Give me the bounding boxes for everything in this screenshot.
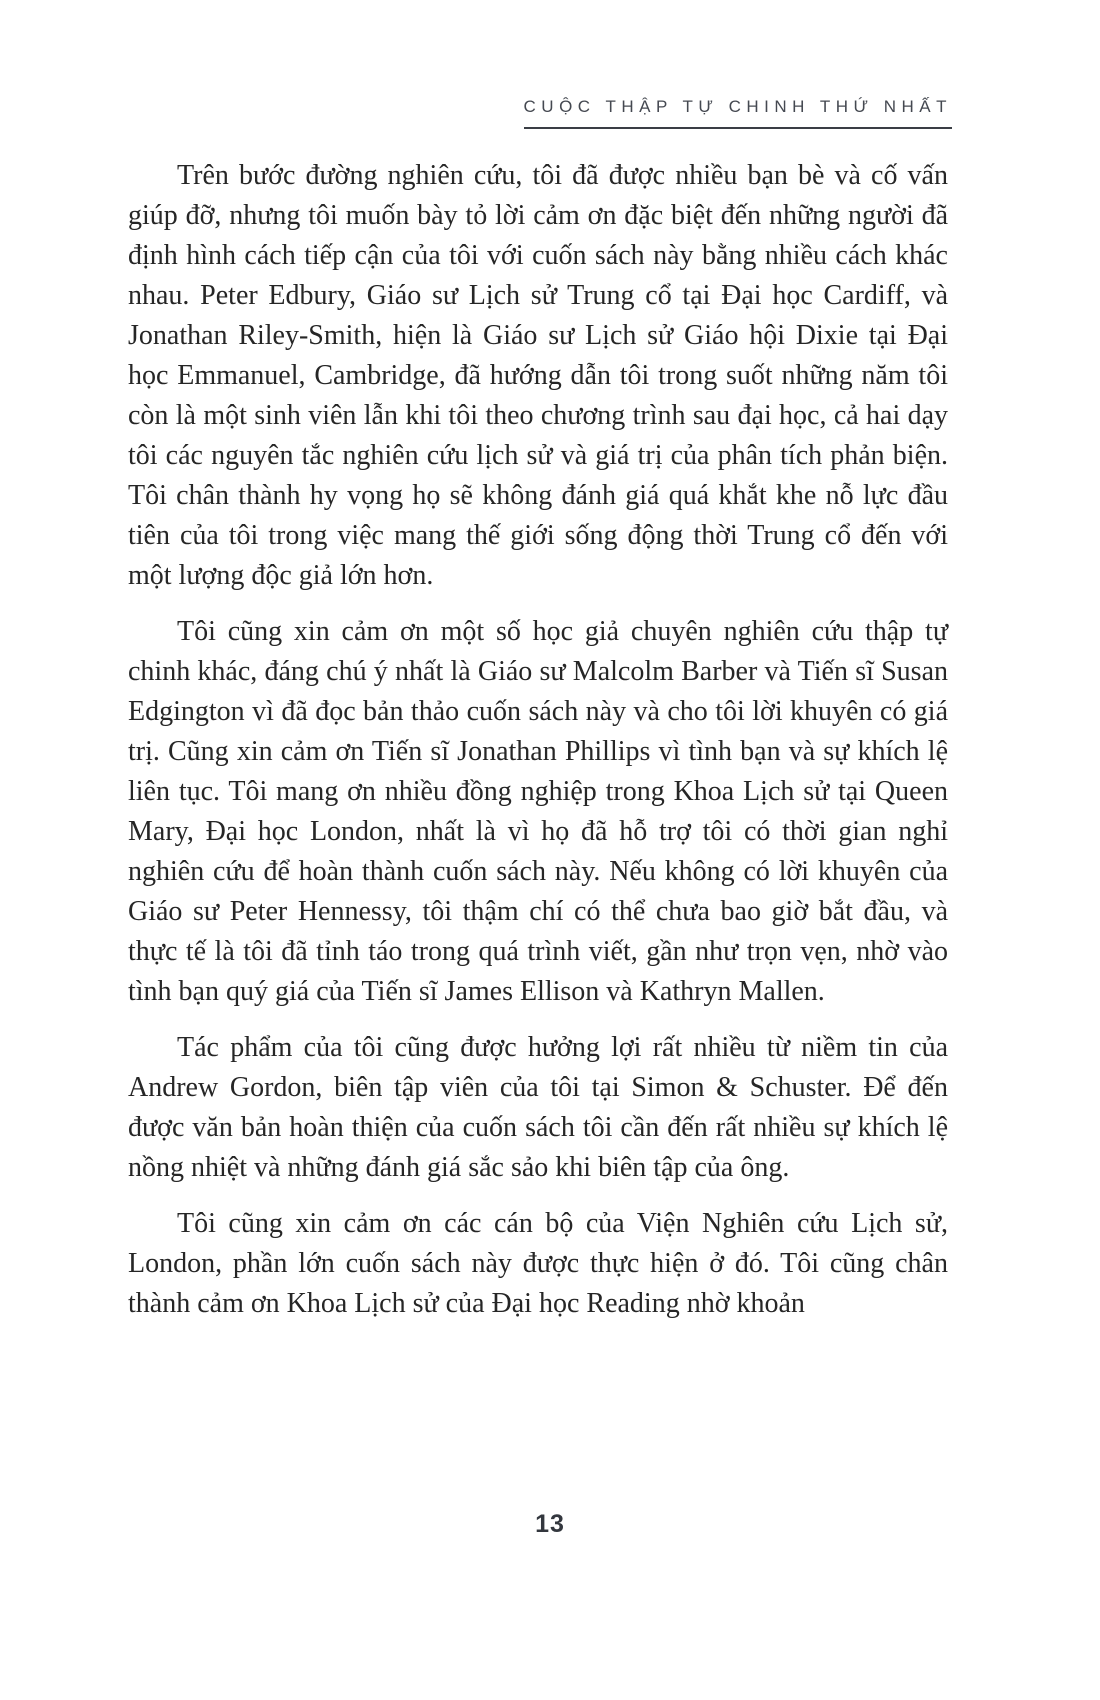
body-text-block bbox=[128, 156, 948, 1324]
body-paragraph-4: Tôi cũng xin cảm ơn các cán bộ của Viện Nghiên cứu Lịch sử, London, phần lớn cuốn sách này được thực hiện ở đó. Tôi cũng chân thành cảm ơn Khoa Lịch sử của Đại học Reading nhờ khoản bbox=[128, 1208, 948, 1319]
body-paragraph-3: Tác phẩm của tôi cũng được hưởng lợi rất nhiều từ niềm tin của Andrew Gordon, biên tập viên của tôi tại Simon & Schuster. Để đến được văn bản hoàn thiện của cuốn sách tôi cần đến rất nhiều sự khích lệ nồng nhiệt và những đánh giá sắc sảo khi biên tập của ông. bbox=[128, 1032, 948, 1183]
page-number: 13 bbox=[535, 1510, 565, 1538]
body-paragraph-1: Trên bước đường nghiên cứu, tôi đã được nhiều bạn bè và cố vấn giúp đỡ, nhưng tôi muốn bày tỏ lời cảm ơn đặc biệt đến những người đã định hình cách tiếp cận của tôi với cuốn sách này bằng nhiều cách khác nhau. Peter Edbury, Giáo sư Lịch sử Trung cổ tại Đại học Cardiff, và Jonathan Riley-Smith, hiện là Giáo sư Lịch sử Giáo hội Dixie tại Đại học Emmanuel, Cambridge, đã hướng dẫn tôi trong suốt những năm tôi còn là một sinh viên lẫn khi tôi theo chương trình sau đại học, cả hai dạy tôi các nguyên tắc nghiên cứu lịch sử và giá trị của phân tích phản biện. Tôi chân thành hy vọng họ sẽ không đánh giá quá khắt khe nỗ lực đầu tiên của tôi trong việc mang thế giới sống động thời Trung cổ đến với một lượng độc giả lớn hơn. bbox=[128, 160, 948, 591]
running-head-title: CUỘC THẬP TỰ CHINH THỨ NHẤT bbox=[524, 97, 952, 129]
body-paragraph-2: Tôi cũng xin cảm ơn một số học giả chuyên nghiên cứu thập tự chinh khác, đáng chú ý nhất là Giáo sư Malcolm Barber và Tiến sĩ Susan Edgington vì đã đọc bản thảo cuốn sách này và cho tôi lời khuyên có giá trị. Cũng xin cảm ơn Tiến sĩ Jonathan Phillips vì tình bạn và sự khích lệ liên tục. Tôi mang ơn nhiều đồng nghiệp trong Khoa Lịch sử tại Queen Mary, Đại học London, nhất là vì họ đã hỗ trợ tôi có thời gian nghỉ nghiên cứu để hoàn thành cuốn sách này. Nếu không có lời khuyên của Giáo sư Peter Hennessy, tôi thậm chí có thể chưa bao giờ bắt đầu, và thực tế là tôi đã tỉnh táo trong quá trình viết, gần như trọn vẹn, nhờ vào tình bạn quý giá của Tiến sĩ James Ellison và Kathryn Mallen. bbox=[128, 616, 948, 1007]
running-head bbox=[128, 97, 952, 129]
